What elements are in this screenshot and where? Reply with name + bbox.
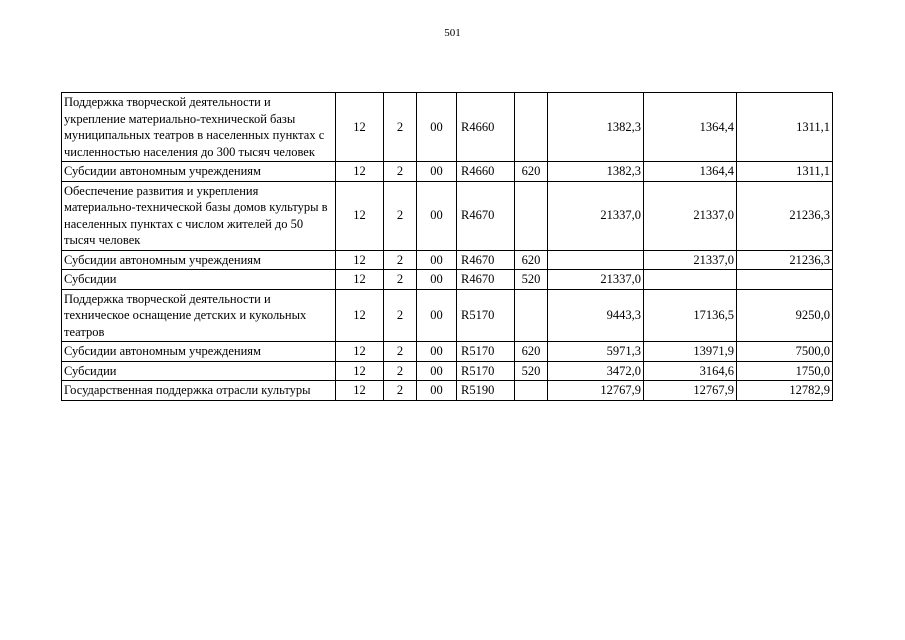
cell-amount-3: 21236,3: [737, 181, 833, 250]
cell-subsection: 2: [384, 162, 417, 182]
cell-expense-type: [515, 93, 548, 162]
cell-subsection: 2: [384, 361, 417, 381]
cell-amount-2: [644, 270, 737, 290]
cell-program-code: 00: [417, 93, 457, 162]
cell-amount-1: 1382,3: [548, 162, 644, 182]
cell-section: 12: [336, 93, 384, 162]
cell-amount-1: 1382,3: [548, 93, 644, 162]
cell-section: 12: [336, 250, 384, 270]
cell-program-code: 00: [417, 381, 457, 401]
row-name: Обеспечение развития и укрепления материально-технической базы домов культуры в населенных пунктах с числом жителей до 50 тысяч человек: [62, 181, 336, 250]
cell-amount-2: 13971,9: [644, 342, 737, 362]
table-row: [62, 342, 833, 362]
cell-expense-type: 620: [515, 342, 548, 362]
cell-amount-3: 1311,1: [737, 93, 833, 162]
table-row: [62, 381, 833, 401]
table-row: [62, 250, 833, 270]
cell-program-code: 00: [417, 342, 457, 362]
cell-amount-2: 21337,0: [644, 181, 737, 250]
row-name: Субсидии: [62, 361, 336, 381]
table-row: [62, 270, 833, 290]
cell-amount-2: 21337,0: [644, 250, 737, 270]
cell-expense-type: 620: [515, 162, 548, 182]
cell-target-article: R4670: [457, 270, 515, 290]
cell-section: 12: [336, 162, 384, 182]
cell-section: 12: [336, 289, 384, 342]
cell-subsection: 2: [384, 181, 417, 250]
row-name: Поддержка творческой деятельности и укрепление материально-технической базы муниципальных театров в населенных пунктах с численностью населения до 300 тысяч человек: [62, 93, 336, 162]
cell-amount-2: 1364,4: [644, 93, 737, 162]
cell-section: 12: [336, 270, 384, 290]
cell-program-code: 00: [417, 270, 457, 290]
cell-target-article: R4670: [457, 181, 515, 250]
cell-program-code: 00: [417, 250, 457, 270]
cell-program-code: 00: [417, 361, 457, 381]
row-name: Субсидии автономным учреждениям: [62, 250, 336, 270]
cell-subsection: 2: [384, 289, 417, 342]
table-row: [62, 361, 833, 381]
cell-subsection: 2: [384, 270, 417, 290]
budget-table: [61, 92, 833, 401]
cell-subsection: 2: [384, 93, 417, 162]
cell-section: 12: [336, 181, 384, 250]
cell-expense-type: 620: [515, 250, 548, 270]
cell-expense-type: 520: [515, 361, 548, 381]
cell-target-article: R4660: [457, 162, 515, 182]
cell-section: 12: [336, 381, 384, 401]
row-name: Поддержка творческой деятельности и техническое оснащение детских и кукольных театров: [62, 289, 336, 342]
row-name: Субсидии автономным учреждениям: [62, 162, 336, 182]
cell-subsection: 2: [384, 250, 417, 270]
cell-amount-1: 12767,9: [548, 381, 644, 401]
cell-target-article: R4670: [457, 250, 515, 270]
cell-amount-3: [737, 270, 833, 290]
cell-amount-2: 3164,6: [644, 361, 737, 381]
cell-amount-3: 7500,0: [737, 342, 833, 362]
cell-amount-1: [548, 250, 644, 270]
cell-expense-type: [515, 381, 548, 401]
table-row: [62, 162, 833, 182]
cell-amount-3: 1311,1: [737, 162, 833, 182]
cell-program-code: 00: [417, 181, 457, 250]
cell-section: 12: [336, 361, 384, 381]
cell-amount-2: 1364,4: [644, 162, 737, 182]
cell-subsection: 2: [384, 381, 417, 401]
cell-subsection: 2: [384, 342, 417, 362]
cell-section: 12: [336, 342, 384, 362]
cell-amount-2: 12767,9: [644, 381, 737, 401]
cell-target-article: R5170: [457, 289, 515, 342]
cell-amount-3: 21236,3: [737, 250, 833, 270]
cell-target-article: R5170: [457, 342, 515, 362]
cell-target-article: R5190: [457, 381, 515, 401]
row-name: Субсидии: [62, 270, 336, 290]
cell-expense-type: 520: [515, 270, 548, 290]
row-name: Государственная поддержка отрасли культуры: [62, 381, 336, 401]
table-row: [62, 289, 833, 342]
cell-program-code: 00: [417, 162, 457, 182]
cell-expense-type: [515, 289, 548, 342]
table-row: [62, 93, 833, 162]
cell-amount-1: 5971,3: [548, 342, 644, 362]
cell-amount-3: 12782,9: [737, 381, 833, 401]
cell-amount-1: 21337,0: [548, 270, 644, 290]
cell-amount-3: 1750,0: [737, 361, 833, 381]
cell-amount-1: 21337,0: [548, 181, 644, 250]
cell-target-article: R4660: [457, 93, 515, 162]
cell-amount-3: 9250,0: [737, 289, 833, 342]
cell-expense-type: [515, 181, 548, 250]
table-row: [62, 181, 833, 250]
cell-program-code: 00: [417, 289, 457, 342]
cell-amount-1: 3472,0: [548, 361, 644, 381]
page-number: 501: [444, 27, 461, 39]
row-name: Субсидии автономным учреждениям: [62, 342, 336, 362]
cell-amount-2: 17136,5: [644, 289, 737, 342]
cell-target-article: R5170: [457, 361, 515, 381]
cell-amount-1: 9443,3: [548, 289, 644, 342]
